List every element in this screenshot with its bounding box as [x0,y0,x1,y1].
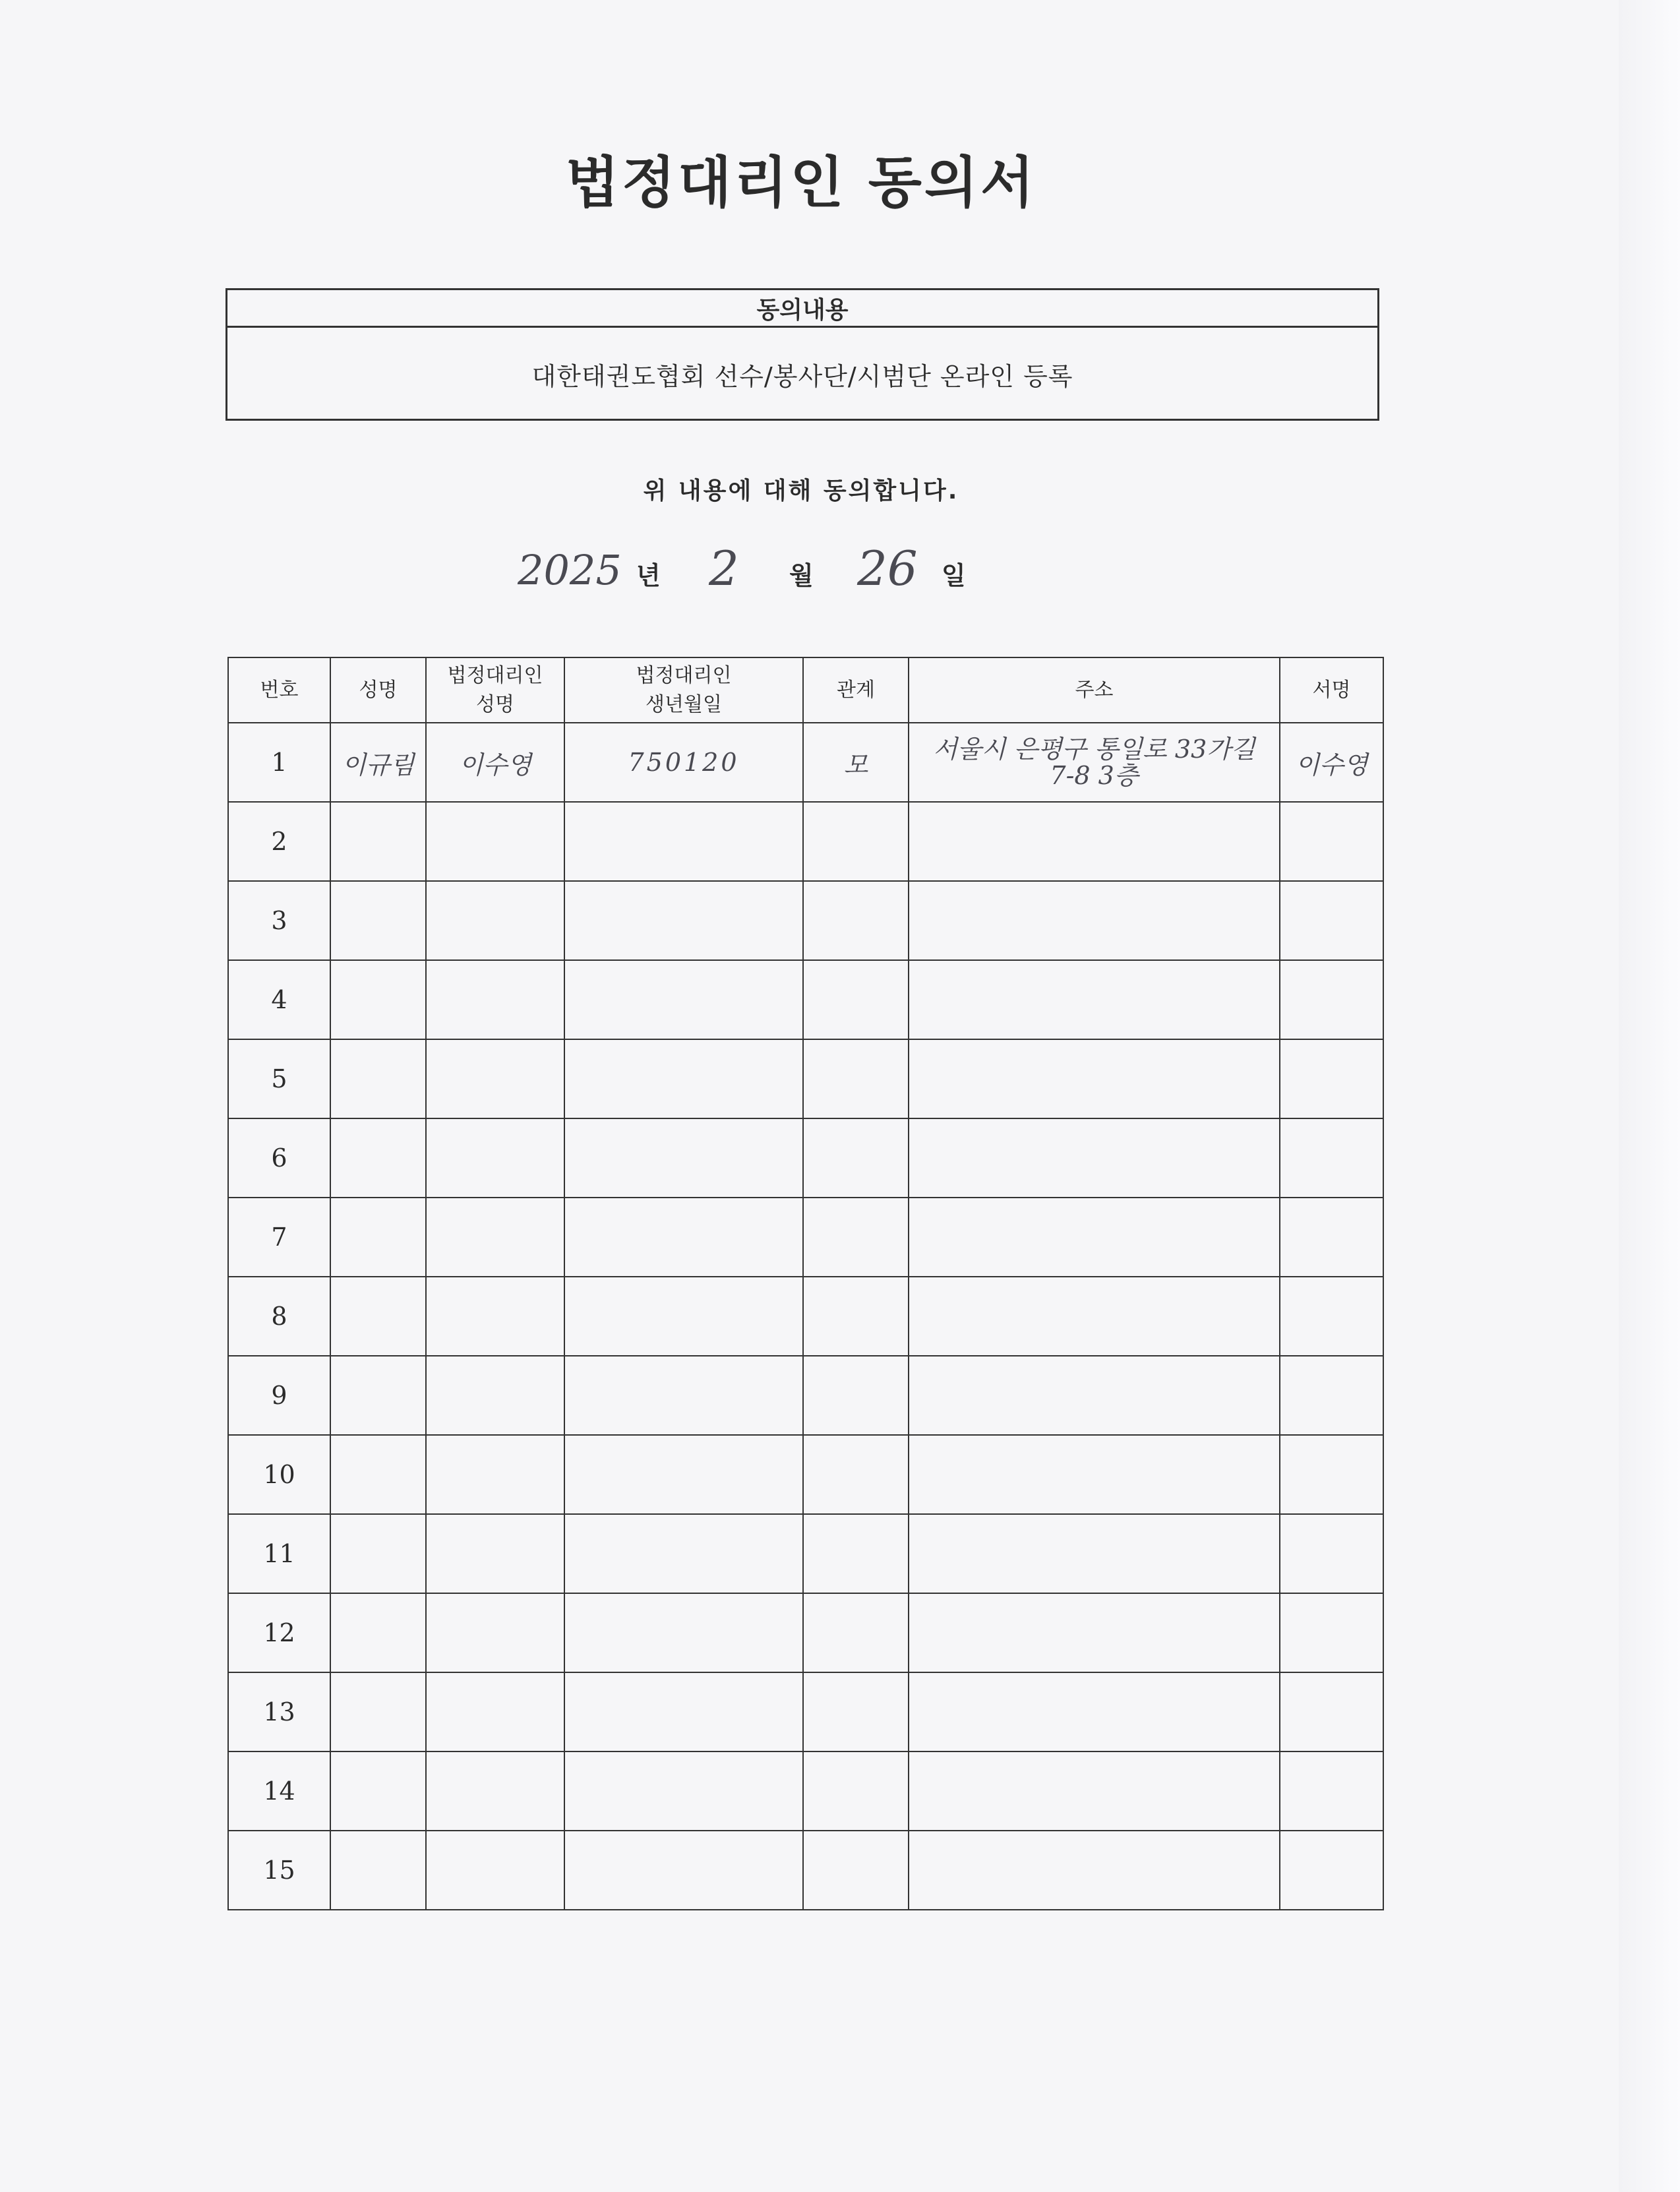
cell-no: 7 [228,1198,330,1277]
cell-guardian-name [426,1198,564,1277]
table-row [228,881,1383,960]
page-title: 법정대리인 동의서 [565,150,1037,215]
date-day-label: 일 [942,561,966,590]
cell-relation [803,881,909,960]
cell-name [330,960,426,1039]
cell-no: 8 [228,1277,330,1356]
table-row [228,1514,1383,1593]
cell-address [909,802,1280,881]
cell-name [330,1356,426,1435]
cell-guardian-name [426,1672,564,1751]
cell-guardian-name [426,1831,564,1910]
table-row [228,1277,1383,1356]
header-guardian-birth-line1: 법정대리인 [636,663,732,687]
date-year-label: 년 [636,561,661,590]
cell-name [330,1118,426,1198]
cell-signature [1280,960,1383,1039]
header-signature: 서명 [1280,657,1383,723]
cell-no: 5 [228,1039,330,1118]
cell-address [909,1435,1280,1514]
cell-relation [803,1514,909,1593]
cell-signature: 이수영 [1280,723,1383,802]
cell-address [909,1672,1280,1751]
header-no: 번호 [228,657,330,723]
table-row [228,1831,1383,1910]
cell-guardian-birth [564,1831,803,1910]
cell-signature [1280,1198,1383,1277]
cell-name [330,1198,426,1277]
cell-guardian-name [426,1514,564,1593]
cell-relation [803,1593,909,1672]
cell-guardian-birth [564,802,803,881]
cell-guardian-birth [564,1198,803,1277]
cell-no: 15 [228,1831,330,1910]
header-guardian-birth [564,657,803,723]
table-row [228,1593,1383,1672]
cell-guardian-birth [564,1514,803,1593]
cell-address [909,1039,1280,1118]
table-row [228,1118,1383,1198]
table-row [228,1198,1383,1277]
cell-relation [803,960,909,1039]
cell-guardian-birth [564,881,803,960]
cell-guardian-name [426,960,564,1039]
cell-guardian-birth [564,1039,803,1118]
cell-guardian-name [426,1593,564,1672]
cell-no: 2 [228,802,330,881]
cell-guardian-name [426,1118,564,1198]
cell-name: 이규림 [330,723,426,802]
date-month-label: 월 [789,561,814,590]
cell-relation [803,1277,909,1356]
cell-name [330,1514,426,1593]
cell-guardian-birth [564,1593,803,1672]
cell-relation [803,1751,909,1831]
cell-guardian-name [426,1751,564,1831]
consent-box [225,288,1379,421]
cell-guardian-birth [564,1672,803,1751]
table-header-row [228,657,1383,723]
cell-name [330,1277,426,1356]
cell-signature [1280,1435,1383,1514]
cell-relation [803,1118,909,1198]
table-row [228,960,1383,1039]
cell-name [330,802,426,881]
cell-address [909,1514,1280,1593]
cell-address [909,1751,1280,1831]
cell-no: 12 [228,1593,330,1672]
header-name: 성명 [330,657,426,723]
cell-address [909,1277,1280,1356]
cell-no: 1 [228,723,330,802]
cell-no: 10 [228,1435,330,1514]
cell-no: 14 [228,1751,330,1831]
cell-relation [803,1435,909,1514]
table-body [228,723,1383,1910]
cell-guardian-birth [564,1118,803,1198]
cell-no: 6 [228,1118,330,1198]
guardian-table [227,657,1384,1910]
cell-no: 9 [228,1356,330,1435]
cell-signature [1280,1593,1383,1672]
table-row [228,1039,1383,1118]
cell-signature [1280,1514,1383,1593]
cell-name [330,1435,426,1514]
cell-signature [1280,802,1383,881]
date-year: 2025 [518,546,622,594]
header-guardian-name-line1: 법정대리인 [447,663,543,687]
cell-name [330,1593,426,1672]
cell-signature [1280,1118,1383,1198]
cell-guardian-name: 이수영 [426,723,564,802]
cell-guardian-birth [564,960,803,1039]
consent-body: 대한태권도협회 선수/봉사단/시범단 온라인 등록 [531,362,1073,391]
cell-guardian-name [426,1435,564,1514]
cell-signature [1280,1751,1383,1831]
table-row [228,802,1383,881]
scan-edge [1619,0,1680,2192]
cell-guardian-name [426,1356,564,1435]
header-relation: 관계 [803,657,909,723]
table-row [228,723,1383,802]
cell-name [330,881,426,960]
date-day: 26 [857,541,918,596]
cell-address [909,1198,1280,1277]
header-guardian-name-line2: 성명 [476,692,514,716]
cell-signature [1280,1356,1383,1435]
cell-guardian-birth [564,1751,803,1831]
address-line-2: 7-8 3층 [1050,761,1139,790]
cell-guardian-name [426,802,564,881]
cell-no: 3 [228,881,330,960]
date-month: 2 [709,541,739,596]
cell-guardian-birth [564,1435,803,1514]
cell-guardian-birth: 750120 [564,723,803,802]
table-row [228,1751,1383,1831]
cell-relation [803,1198,909,1277]
table-row [228,1672,1383,1751]
consent-header: 동의내용 [227,290,1377,328]
date-row [0,541,1680,607]
agreement-statement: 위 내용에 대해 동의합니다. [643,477,959,504]
cell-signature [1280,1672,1383,1751]
cell-signature [1280,881,1383,960]
cell-guardian-name [426,1039,564,1118]
cell-guardian-name [426,1277,564,1356]
cell-relation [803,1672,909,1751]
cell-address [909,723,1280,802]
cell-guardian-birth [564,1356,803,1435]
cell-name [330,1831,426,1910]
cell-signature [1280,1277,1383,1356]
cell-address [909,1593,1280,1672]
cell-signature [1280,1039,1383,1118]
table-row [228,1435,1383,1514]
cell-relation [803,1039,909,1118]
cell-name [330,1672,426,1751]
cell-address [909,960,1280,1039]
cell-relation [803,1831,909,1910]
cell-no: 4 [228,960,330,1039]
cell-no: 11 [228,1514,330,1593]
header-guardian-birth-line2: 생년월일 [645,692,722,716]
cell-relation: 모 [803,723,909,802]
header-address: 주소 [909,657,1280,723]
cell-address [909,1118,1280,1198]
header-guardian-name [426,657,564,723]
cell-relation [803,802,909,881]
cell-no: 13 [228,1672,330,1751]
cell-address [909,881,1280,960]
cell-name [330,1039,426,1118]
cell-guardian-name [426,881,564,960]
cell-guardian-birth [564,1277,803,1356]
cell-relation [803,1356,909,1435]
cell-signature [1280,1831,1383,1910]
table-row [228,1356,1383,1435]
cell-address [909,1831,1280,1910]
address-line-1: 서울시 은평구 통일로 33가길 [933,735,1255,764]
cell-address [909,1356,1280,1435]
cell-name [330,1751,426,1831]
